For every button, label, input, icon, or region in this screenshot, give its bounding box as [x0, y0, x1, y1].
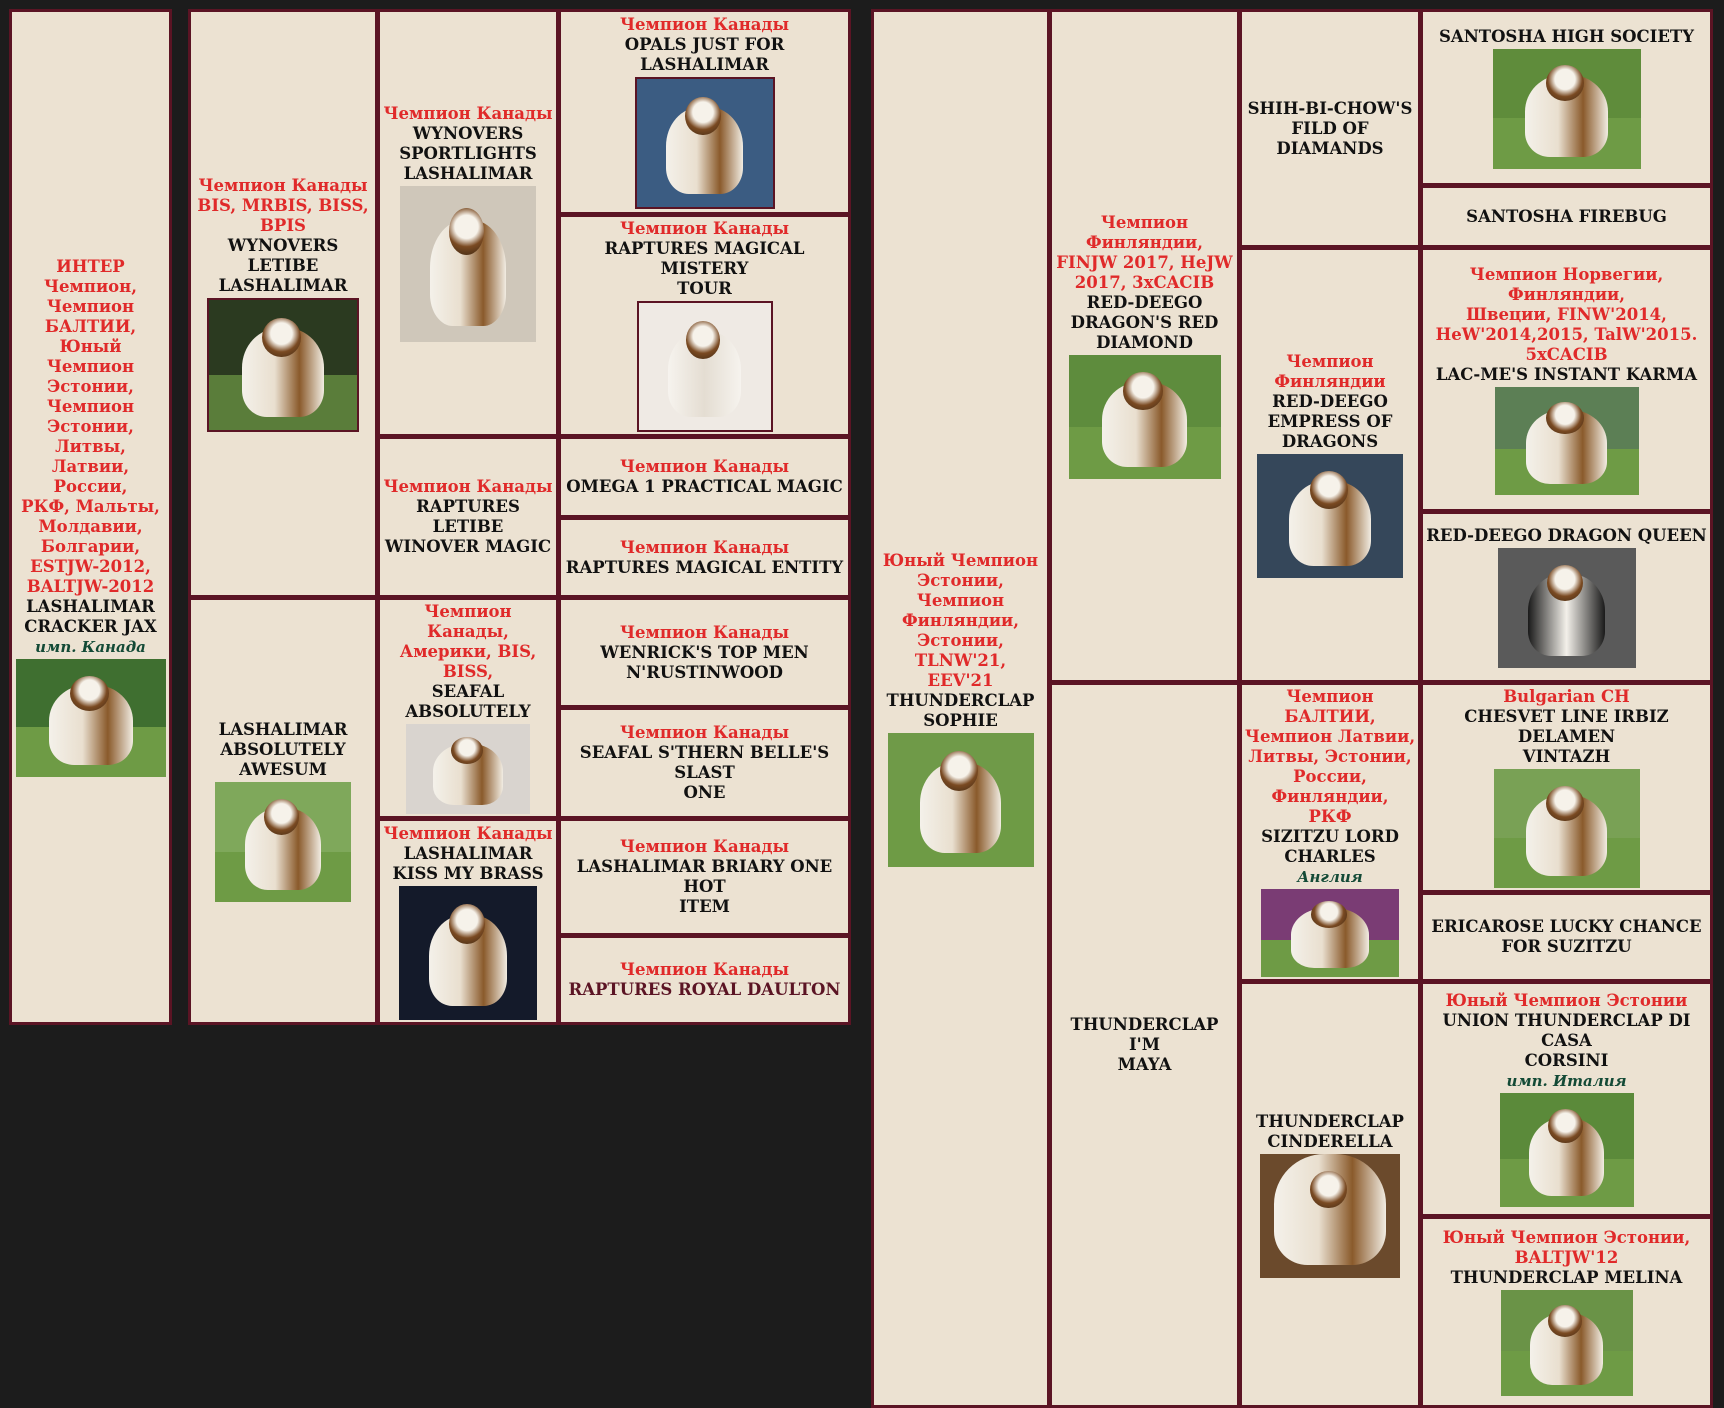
left-gen4-cell-7	[558, 818, 851, 936]
dam-name: THUNDERCLAP I'M MAYA	[1070, 1015, 1219, 1074]
dog-photo[interactable]	[1260, 1154, 1400, 1278]
dog-titles: Чемпион Канады	[383, 823, 553, 843]
right-gen4-cell-3	[1420, 247, 1713, 512]
sire-name: WYNOVERS LETIBE LASHALIMAR	[218, 235, 348, 295]
dog-titles: Чемпион Норвегии, Финляндии, Швеции, FINW'2014, HeW'2014,2015, TalW'2015. 5xCACIB	[1435, 264, 1698, 364]
dog-photo[interactable]	[215, 782, 351, 902]
left-gen4-cell-1	[558, 9, 851, 215]
dog-photo[interactable]	[1257, 454, 1403, 578]
right-gen3-cell-3	[1239, 682, 1421, 982]
right-dam-cell	[1049, 682, 1240, 1408]
dog-titles: Чемпион Канады	[619, 622, 790, 642]
dog-titles: Чемпион Канады	[619, 219, 790, 238]
right-gen4-cell-4	[1420, 511, 1713, 683]
dog-titles: Чемпион Канады	[619, 15, 790, 34]
sire-titles: Чемпион Канады BIS, MRBIS, BISS, BPIS	[197, 175, 369, 235]
dog-name: RAPTURES ROYAL DAULTON	[568, 980, 841, 999]
dog-titles: Чемпион Канады	[619, 723, 790, 742]
dog-photo[interactable]	[1494, 769, 1640, 888]
dog-name: CHESVET LINE IRBIZ DELAMEN VINTAZH	[1464, 707, 1669, 766]
dog-name: WYNOVERS SPORTLIGHTS LASHALIMAR	[399, 124, 537, 183]
dog-name: WENRICK'S TOP MEN N'RUSTINWOOD	[600, 642, 809, 682]
right-sire-cell	[1049, 9, 1240, 683]
dog-titles: Чемпион Канады	[383, 104, 553, 123]
root-dog-name: THUNDERCLAP SOPHIE	[886, 690, 1035, 730]
left-root-dog-cell	[9, 9, 172, 1025]
right-gen3-cell-4	[1239, 981, 1421, 1408]
dog-name: LASHALIMAR KISS MY BRASS	[392, 843, 544, 883]
dog-photo[interactable]	[1498, 548, 1636, 668]
dog-name: SEAFAL S'THERN BELLE'S SLAST ONE	[579, 743, 830, 802]
dog-photo[interactable]	[1495, 387, 1639, 495]
dog-name: OMEGA 1 PRACTICAL MAGIC	[566, 477, 843, 496]
dog-photo[interactable]	[1500, 1093, 1634, 1207]
dam-name: LASHALIMAR ABSOLUTELY AWESUM	[218, 720, 348, 779]
dog-name: THUNDERCLAP MELINA	[1450, 1268, 1683, 1287]
right-gen4-cell-5	[1420, 682, 1713, 893]
dog-name: SEAFAL ABSOLUTELY	[405, 682, 531, 721]
sire-name: RED-DEEGO DRAGON'S RED DIAMOND	[1070, 293, 1219, 352]
dog-photo[interactable]	[1493, 49, 1641, 169]
dog-name: LAC-ME'S INSTANT KARMA	[1435, 364, 1698, 384]
dog-photo[interactable]	[1069, 355, 1221, 479]
dog-name: RED-DEEGO EMPRESS OF DRAGONS	[1267, 392, 1393, 451]
right-gen3-cell-2	[1239, 247, 1421, 683]
dog-titles: Юный Чемпион Эстонии, BALTJW'12	[1442, 1228, 1691, 1267]
dog-name: SHIH-BI-CHOW'S FILD OF DIAMANDS	[1247, 98, 1413, 158]
root-titles: ИНТЕР Чемпион, Чемпион БАЛТИИ, Юный Чемпион Эстонии, Чемпион Эстонии, Литвы, Латвии, России, РКФ, Мальты, Молдавии, Болгарии, ESTJW-2012, BALTJW-2012	[21, 257, 160, 596]
right-gen4-cell-8	[1420, 1216, 1713, 1408]
right-gen3-cell-1	[1239, 9, 1421, 248]
dog-name: RAPTURES MAGICAL ENTITY	[565, 557, 844, 577]
left-gen4-cell-2	[558, 214, 851, 437]
dog-photo[interactable]	[16, 659, 166, 777]
dog-photo[interactable]	[399, 886, 537, 1020]
left-dam-cell	[188, 597, 378, 1025]
dog-name: OPALS JUST FOR LASHALIMAR	[624, 35, 785, 74]
left-sire-cell	[188, 9, 378, 598]
dog-titles: Чемпион Канады	[619, 457, 790, 476]
dog-photo[interactable]	[1261, 889, 1399, 977]
dog-name: ERICAROSE LUCKY CHANCE FOR SUZITZU	[1431, 917, 1702, 956]
dog-photo[interactable]	[400, 186, 536, 342]
dog-photo[interactable]	[637, 301, 773, 432]
dog-name: RED-DEEGO DRAGON QUEEN	[1426, 526, 1707, 545]
left-gen3-cell-1	[377, 9, 559, 437]
dog-titles: Чемпион Канады	[619, 837, 790, 856]
right-gen4-cell-2	[1420, 185, 1713, 248]
root-titles: Юный Чемпион Эстонии, Чемпион Финляндии, Эстонии, TLNW'21, EEV'21	[882, 550, 1039, 690]
dog-name: RAPTURES LETIBE WINOVER MAGIC	[384, 497, 552, 556]
left-gen4-cell-3	[558, 436, 851, 518]
left-gen4-cell-4	[558, 517, 851, 598]
left-gen3-cell-4	[377, 818, 559, 1025]
left-gen4-cell-5	[558, 597, 851, 708]
dog-titles: Чемпион Финляндии	[1274, 352, 1386, 391]
dog-name: UNION THUNDERCLAP DI CASA CORSINI	[1442, 1011, 1691, 1070]
left-gen3-cell-3	[377, 597, 559, 819]
dog-name: SIZITZU LORD CHARLES	[1261, 827, 1399, 866]
dog-photo[interactable]	[635, 77, 775, 209]
right-gen4-cell-6	[1420, 892, 1713, 982]
dog-titles: Юный Чемпион Эстонии	[1445, 991, 1688, 1010]
dog-origin: Англия	[1297, 868, 1363, 886]
dog-photo[interactable]	[888, 733, 1034, 867]
dog-titles: Чемпион БАЛТИИ, Чемпион Латвии, Литвы, Эстонии, России, Финляндии, РКФ	[1244, 687, 1416, 826]
dog-name: LASHALIMAR BRIARY ONE HOT ITEM	[576, 857, 833, 916]
right-gen4-cell-1	[1420, 9, 1713, 186]
dog-photo[interactable]	[1501, 1290, 1633, 1396]
root-dog-name: LASHALIMAR CRACKER JAX	[24, 597, 157, 636]
dog-titles: Чемпион Канады	[619, 537, 790, 557]
sire-titles: Чемпион Финляндии, FINJW 2017, HeJW 2017, 3xCACIB	[1056, 213, 1233, 292]
right-gen4-cell-7	[1420, 981, 1713, 1217]
dog-name: THUNDERCLAP CINDERELLA	[1256, 1111, 1404, 1151]
dog-titles: Bulgarian CH	[1503, 687, 1630, 706]
dog-photo[interactable]	[406, 724, 530, 814]
left-gen4-cell-8	[558, 935, 851, 1025]
right-root-dog-cell	[871, 9, 1050, 1408]
left-gen4-cell-6	[558, 707, 851, 819]
dog-name: SANTOSHA FIREBUG	[1466, 206, 1667, 226]
root-origin: имп. Канада	[35, 638, 146, 656]
dog-name: RAPTURES MAGICAL MISTERY TOUR	[604, 239, 805, 298]
dog-titles: Чемпион Канады, Америки, BIS, BISS,	[399, 602, 537, 681]
dog-photo[interactable]	[207, 298, 359, 432]
dog-name: SANTOSHA HIGH SOCIETY	[1438, 26, 1694, 46]
dog-titles: Чемпион Канады	[619, 960, 790, 979]
dog-origin: имп. Италия	[1506, 1072, 1627, 1090]
left-gen3-cell-2	[377, 436, 559, 598]
dog-titles: Чемпион Канады	[383, 477, 553, 496]
